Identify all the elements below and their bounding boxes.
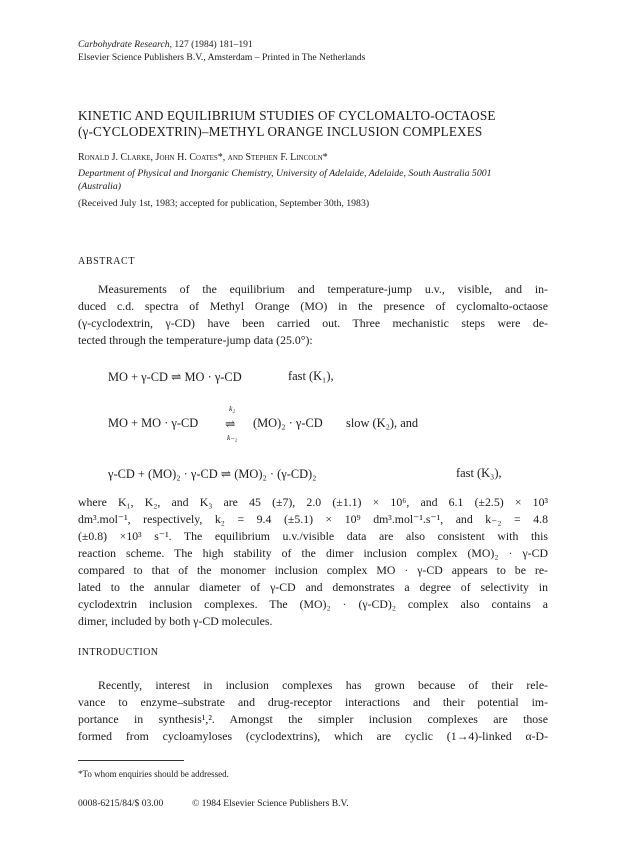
copyright-code: 0008-6215/84/$ 03.00 bbox=[78, 798, 164, 809]
journal-name: Carbohydrate Research, bbox=[78, 39, 172, 50]
equation-1: MO + γ-CD ⇌ MO · γ-CD bbox=[108, 370, 242, 384]
equation-2-tag: slow (K₂), and bbox=[346, 416, 419, 430]
abstract-line: compared to that of the monomer inclusion complex MO · γ-CD appears to be re- bbox=[78, 563, 548, 577]
abstract-line: dm³.mol⁻¹, respectively, k₂ = 9.4 (±5.1) × 10⁹ dm³.mol⁻¹.s⁻¹, and k₋₂ = 4.8 bbox=[78, 512, 548, 526]
abstract-line: Measurements of the equilibrium and temperature-jump u.v., visible, and in- bbox=[98, 282, 548, 296]
copyright-publisher: © 1984 Elsevier Science Publishers B.V. bbox=[192, 798, 349, 809]
introduction-paragraph bbox=[78, 677, 548, 745]
received-dates: (Received July 1st, 1983; accepted for publication, September 30th, 1983) bbox=[78, 198, 370, 209]
abstract-line: duced c.d. spectra of Methyl Orange (MO) in the presence of cyclomalto-octaose bbox=[78, 299, 548, 313]
affiliation-line-2: (Australia) bbox=[78, 181, 121, 192]
abstract-line: tected through the temperature-jump data (25.0°): bbox=[78, 333, 313, 347]
abstract-line: (γ-cyclodextrin, γ-CD) have been carried out. Three mechanistic steps were de- bbox=[78, 316, 548, 330]
abstract-intro bbox=[78, 281, 548, 349]
rate-constant-forward: k₂ bbox=[229, 404, 236, 413]
journal-header bbox=[78, 38, 365, 64]
equation-3: γ-CD + (MO)₂ · γ-CD ⇌ (MO)₂ · (γ-CD)₂ bbox=[108, 467, 317, 481]
intro-line: vance to enzyme–substrate and drug-receptor interactions and their potential im- bbox=[78, 695, 548, 709]
publisher-line: Elsevier Science Publishers B.V., Amsterdam – Printed in The Netherlands bbox=[78, 52, 366, 63]
abstract-line: dimer, included by both γ-CD molecules. bbox=[78, 614, 273, 628]
affiliation bbox=[78, 167, 492, 193]
intro-line: Recently, interest in inclusion complexes has grown because of their rele- bbox=[98, 678, 548, 692]
abstract-line: cyclodextrin inclusion complexes. The (MO)₂ · (γ-CD)₂ complex also contains a bbox=[78, 597, 548, 611]
title-line-1: KINETIC AND EQUILIBRIUM STUDIES OF CYCLOMALTO-OCTAOSE bbox=[78, 108, 496, 123]
abstract-line: (±0.8) ×10³ s⁻¹. The equilibrium u.v./visible data are also consistent with this bbox=[78, 529, 548, 543]
footnote: *To whom enquiries should be addressed. bbox=[78, 769, 229, 779]
author-list: Ronald J. Clarke, John H. Coates*, and Stephen F. Lincoln* bbox=[78, 152, 328, 163]
equation-2-left: MO + MO · γ-CD bbox=[108, 416, 199, 430]
abstract-line: where K₁, K₂, and K₃ are 45 (±7), 2.0 (±1.1) × 10⁶, and 6.1 (±2.5) × 10³ bbox=[78, 495, 548, 509]
abstract-heading: ABSTRACT bbox=[78, 256, 136, 267]
abstract-line: lated to the annular diameter of γ-CD and demonstrates a degree of selectivity in bbox=[78, 580, 548, 594]
affiliation-line-1: Department of Physical and Inorganic Chemistry, University of Adelaide, Adelaide, South Australia 5001 bbox=[78, 168, 492, 179]
introduction-heading: INTRODUCTION bbox=[78, 647, 159, 658]
equation-2-arrow: ⇌ bbox=[225, 417, 236, 431]
equation-1-tag: fast (K₁), bbox=[288, 369, 334, 383]
intro-line: portance in synthesis¹,². Amongst the simpler inclusion complexes are those bbox=[78, 712, 548, 726]
equation-3-tag: fast (K₃), bbox=[456, 466, 502, 480]
title-line-2: (γ-CYCLODEXTRIN)–METHYL ORANGE INCLUSION COMPLEXES bbox=[78, 124, 483, 139]
article-title bbox=[78, 108, 496, 140]
abstract-line: reaction scheme. The high stability of the dimer inclusion complex (MO)₂ · γ-CD bbox=[78, 546, 548, 560]
intro-line: formed from cycloamyloses (cyclodextrins), which are cyclic (1→4)-linked α-D- bbox=[78, 729, 548, 743]
abstract-results bbox=[78, 494, 548, 630]
rate-constant-reverse: k₋₂ bbox=[227, 433, 238, 442]
footnote-rule bbox=[78, 760, 184, 761]
equation-2-right: (MO)₂ · γ-CD bbox=[253, 416, 323, 430]
journal-citation: 127 (1984) 181–191 bbox=[174, 39, 253, 50]
